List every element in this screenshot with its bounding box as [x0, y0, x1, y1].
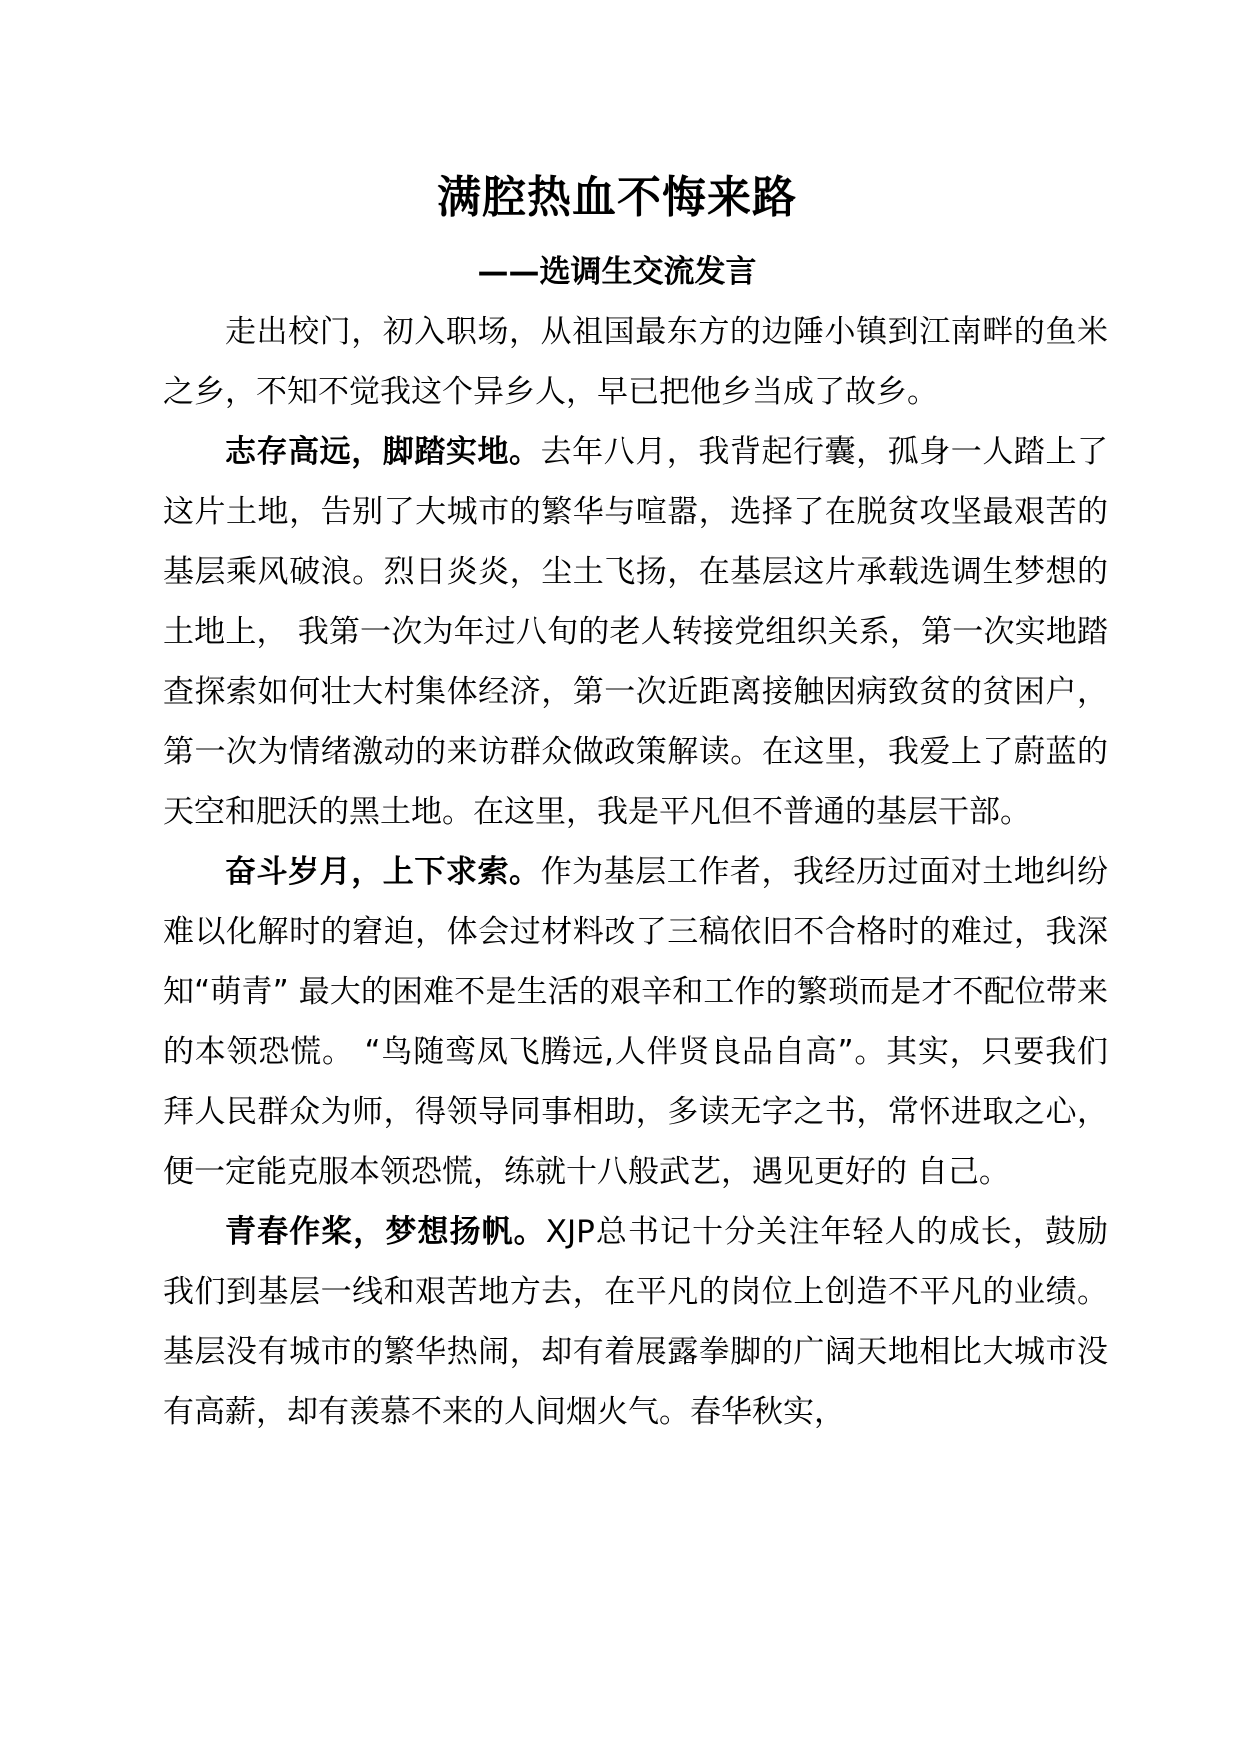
paragraph-text: 去年八月，我背起行囊，孤身一人踏上了这片土地，告别了大城市的繁华与喧嚣，选择了在脱贫攻坚最艰苦的基层乘风破浪。烈日炎炎，尘土飞扬，在基层这片承载选调生梦想的土地上， 我第一次为年过八旬的老人转接党组织关系，第一次实地踏查探索如何壮大村集体经济，第一次近距离接触因病致贫的贫困户， 第一次为情绪激动的来访群众做政策解读。在这里，我爱上了蔚蓝的天空和肥沃的黑土地。在这里，我是平凡但不普通的基层干部。	[163, 434, 1109, 830]
paragraph-intro	[163, 302, 1108, 422]
document-body	[163, 302, 1108, 1442]
paragraph-text: XJP总书记十分关注年轻人的成长，鼓励我们到基层一线和艰苦地方去，在平凡的岗位上创造不平凡的业绩。基层没有城市的繁华热闹，却有着展露拳脚的广阔天地相比大城市没有高薪，却有羡慕不来的人间烟火气。春华秋实，	[163, 1214, 1109, 1430]
paragraph-section-1	[163, 422, 1108, 842]
document-title: 满腔热血不悔来路	[437, 172, 797, 223]
paragraph-lead: 志存高远，脚踏实地。	[225, 434, 541, 470]
paragraph-text: 走出校门，初入职场，从祖国最东方的边陲小镇到江南畔的鱼米之乡，不知不觉我这个异乡人，早已把他乡当成了故乡。	[163, 314, 1108, 410]
document-subtitle: ——选调生交流发言	[477, 254, 757, 290]
paragraph-text: 作为基层工作者，我经历过面对土地纠纷难以化解时的窘迫，体会过材料改了三稿依旧不合格时的难过，我深知“萌青” 最大的困难不是生活的艰辛和工作的繁琐而是才不配位带来的本领恐慌。 “鸟随鸾凤飞腾远,人伴贤良品自高”。其实，只要我们拜人民群众为师，得领导同事相助，多读无字之书，常怀进取之心，便一定能克服本领恐慌，练就十八般武艺，遇见更好的 自己。	[163, 854, 1109, 1190]
paragraph-section-2	[163, 842, 1108, 1202]
paragraph-lead: 青春作桨，梦想扬帆。	[225, 1214, 546, 1250]
paragraph-section-3	[163, 1202, 1108, 1442]
paragraph-lead: 奋斗岁月，上下求索。	[225, 854, 541, 890]
